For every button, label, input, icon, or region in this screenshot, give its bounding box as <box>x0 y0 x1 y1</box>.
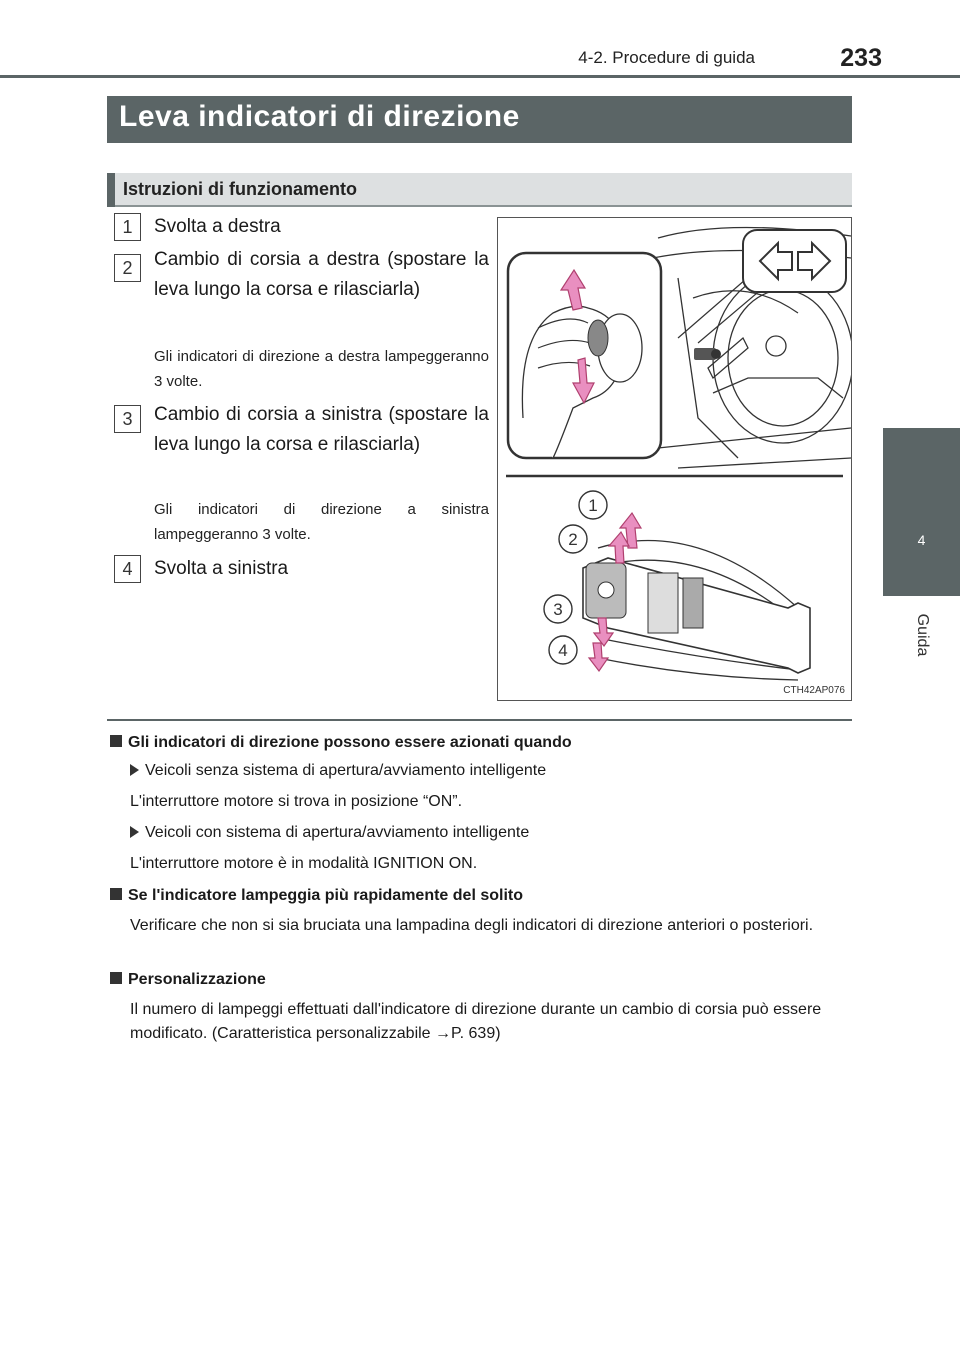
lever-stub <box>694 348 721 360</box>
note-heading-1-text: Gli indicatori di direzione possono essere azionati quando <box>128 734 572 751</box>
step-text-1: Svolta a destra <box>154 216 281 237</box>
chapter-tab-label-text: Guida <box>913 613 931 657</box>
note-bullet-1-text: Veicoli senza sistema di apertura/avviamento intelligente <box>145 762 547 779</box>
square-bullet-icon <box>110 888 122 900</box>
note-bullet-2-text: Veicoli con sistema di apertura/avviamento intelligente <box>145 824 530 841</box>
page-number: 233 <box>840 44 882 72</box>
note-heading-1 <box>110 734 572 752</box>
step-text-4: Svolta a sinistra <box>154 558 289 579</box>
note-text-3: Verificare che non si sia bruciata una lampadina degli indicatori di direzione anteriori o posteriori. <box>130 917 814 934</box>
step-text-2: Cambio di corsia a destra (spostare la leva lungo la corsa e rilasciarla) <box>154 249 489 300</box>
square-bullet-icon <box>110 735 122 747</box>
subsection-header <box>107 173 852 207</box>
note-heading-2-text: Se l'indicatore lampeggia più rapidamente del solito <box>128 887 523 904</box>
note-text-4: Il numero di lampeggi effettuati dall'indicatore di direzione durante un cambio di corsia può essere modificato. (Caratteristica personalizzabile →P. 639) <box>130 1001 822 1042</box>
figure-label-4: 4 <box>558 641 568 660</box>
figure-code: CTH42AP076 <box>783 685 845 696</box>
step-badge-3: 3 <box>114 405 141 433</box>
figure-label-2: 2 <box>568 530 578 549</box>
figure-label-1: 1 <box>588 496 598 515</box>
note-heading-2 <box>110 887 523 905</box>
illustration-svg <box>498 218 851 700</box>
page-header <box>0 44 960 74</box>
header-rule <box>0 75 960 78</box>
note-bullet-2 <box>130 824 529 842</box>
step-badge-4: 4 <box>114 555 141 583</box>
triangle-bullet-icon <box>130 764 139 776</box>
step-note-2: Gli indicatori di direzione a destra lampeggeranno 3 volte. <box>154 348 489 390</box>
turn-signal-illustration <box>497 217 852 701</box>
square-bullet-icon <box>110 972 122 984</box>
page-title: Leva indicatori di direzione <box>107 96 852 143</box>
section-reference: 4-2. Procedure di guida <box>578 48 755 67</box>
triangle-bullet-icon <box>130 826 139 838</box>
subsection-accent <box>107 173 115 207</box>
chapter-tab-label <box>883 596 960 764</box>
figure-label-3: 3 <box>553 600 563 619</box>
note-heading-3-text: Personalizzazione <box>128 971 266 988</box>
hand-inset <box>508 253 661 458</box>
note-heading-3 <box>110 971 266 989</box>
step-badge-1: 1 <box>114 213 141 241</box>
note-bullet-1 <box>130 762 546 780</box>
step-note-3: Gli indicatori di direzione a sinistra lampeggeranno 3 volte. <box>154 501 489 543</box>
subsection-title: Istruzioni di funzionamento <box>123 179 357 199</box>
step-badge-2: 2 <box>114 254 141 282</box>
direction-arrows-icon <box>743 230 846 292</box>
note-text-1: L'interruttore motore si trova in posizione “ON”. <box>130 793 463 810</box>
content-divider <box>107 719 852 721</box>
chapter-tab-number: 4 <box>883 428 960 596</box>
note-text-2: L'interruttore motore è in modalità IGNITION ON. <box>130 855 478 872</box>
step-text-3: Cambio di corsia a sinistra (spostare la leva lungo la corsa e rilasciarla) <box>154 404 489 455</box>
